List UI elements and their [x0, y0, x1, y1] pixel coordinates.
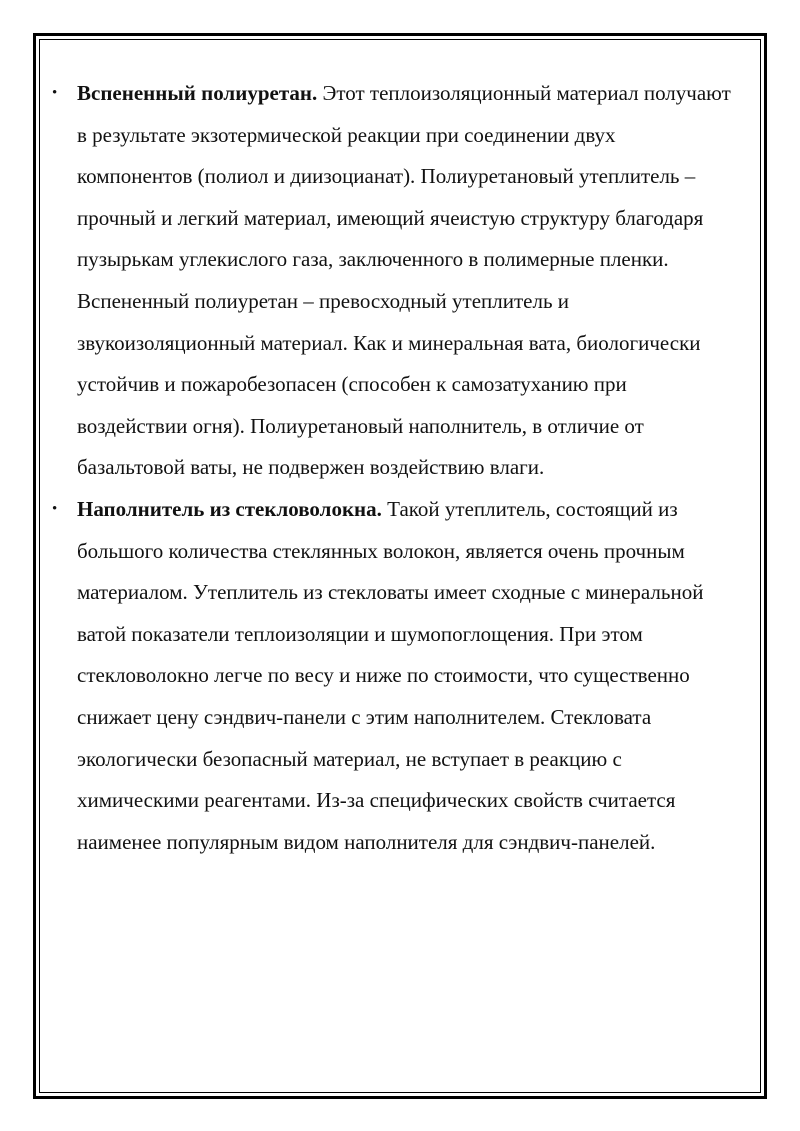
bullet-icon: •: [52, 500, 58, 517]
list-item-fiberglass: [41, 489, 731, 863]
item-term: Наполнитель из стекловолокна.: [77, 496, 382, 521]
list-item-polyurethane: [41, 73, 731, 489]
item-text: Этот теплоизоляционный материал получают в результате экзотермической реакции при соединении двух компонентов (полиол и диизоцианат). Полиуретановый утеплитель – прочный и легкий материал, имеющий ячеистую структуру благодаря пузырькам углекислого газа, заключенного в полимерные пленки. Вспененный полиуретан – превосходный утеплитель и звукоизоляционный материал. Как и минеральная вата, биологически устойчив и пожаробезопасен (способен к самозатуханию при воздействии огня). Полиуретановый наполнитель, в отличие от базальтовой ваты, не подвержен воздействию влаги.: [77, 81, 731, 480]
bullet-list: [41, 73, 731, 863]
item-term: Вспененный полиуретан.: [77, 81, 318, 105]
document-body: [41, 73, 731, 863]
item-text: Такой утеплитель, состоящий из большого количества стеклянных волокон, является очень прочным материалом. Утеплитель из стекловаты имеет сходные с минеральной ватой показатели теплоизоляции и шумопоглощения. При этом стекловолокно легче по весу и ниже по стоимости, что существенно снижает цену сэндвич-панели с этим наполнителем. Стекловата экологически безопасный материал, не вступает в реакцию с химическими реагентами. Из-за специфических свойств считается наименее популярным видом наполнителя для сэндвич-панелей.: [77, 496, 704, 854]
bullet-icon: •: [52, 85, 58, 101]
